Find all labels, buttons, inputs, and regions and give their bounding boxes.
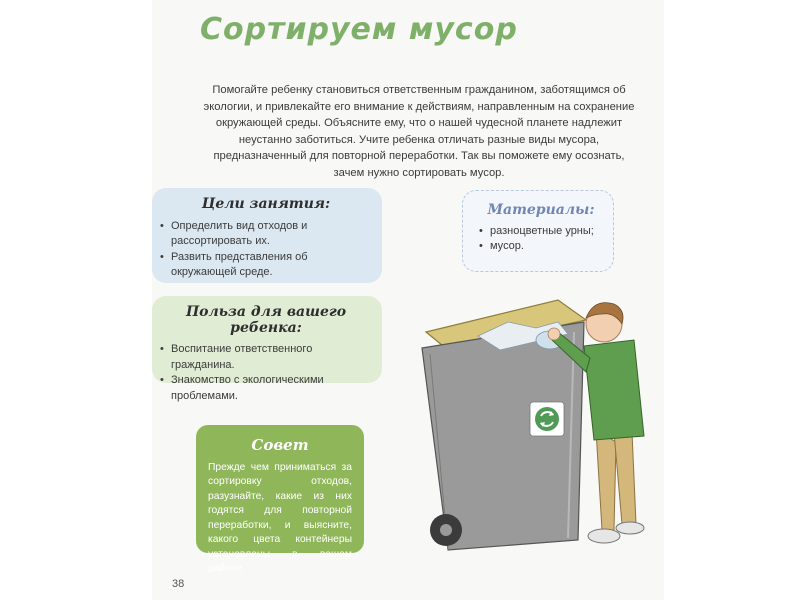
goals-item: • Определить вид отходов и рассортировать их. bbox=[160, 219, 372, 250]
benefit-box bbox=[152, 296, 382, 402]
benefit-item: • Воспитание ответственного гражданина. bbox=[160, 342, 372, 373]
intro-paragraph: Помогайте ребенку становиться ответственным гражданином, заботящимся об экологии, и привлекайте его внимание к действиям, направленным на сохранение окружающей среды. Объясните ему, что о нашей чудесной планете надлежит неустанно заботиться. Учите ребенка отличать разные виды мусора, предназначенный для повторной переработки. Так вы поможете ему осознать, зачем нужно сортировать мусор. bbox=[203, 84, 635, 179]
goals-heading: Цели занятия: bbox=[201, 196, 331, 212]
recycling-bin-illustration bbox=[408, 292, 660, 564]
materials-list bbox=[479, 224, 603, 255]
benefit-list bbox=[160, 342, 372, 404]
advice-heading: Совет bbox=[251, 436, 309, 454]
advice-text: Прежде чем приниматься за сортировку отходов, разузнайте, какие из них годятся для повторной переработки, и выясните, какого цвета контейнеры установлены в вашем районе. bbox=[208, 461, 352, 574]
materials-heading: Материалы: bbox=[487, 202, 595, 218]
advice-box bbox=[196, 425, 364, 574]
page-number: 38 bbox=[172, 578, 185, 590]
recycle-icon bbox=[535, 407, 559, 431]
materials-item: • разноцветные урны; bbox=[479, 224, 603, 240]
page-title: Сортируем мусор bbox=[200, 12, 518, 47]
materials-box bbox=[462, 190, 614, 272]
goals-item: • Развить представления об окружающей среде. bbox=[160, 250, 372, 281]
materials-item: • мусор. bbox=[479, 239, 603, 255]
goals-box bbox=[152, 188, 382, 283]
benefit-item: • Знакомство с экологическими проблемами. bbox=[160, 373, 372, 404]
goals-list bbox=[160, 219, 372, 281]
benefit-heading: Польза для вашего ребенка: bbox=[185, 304, 347, 336]
